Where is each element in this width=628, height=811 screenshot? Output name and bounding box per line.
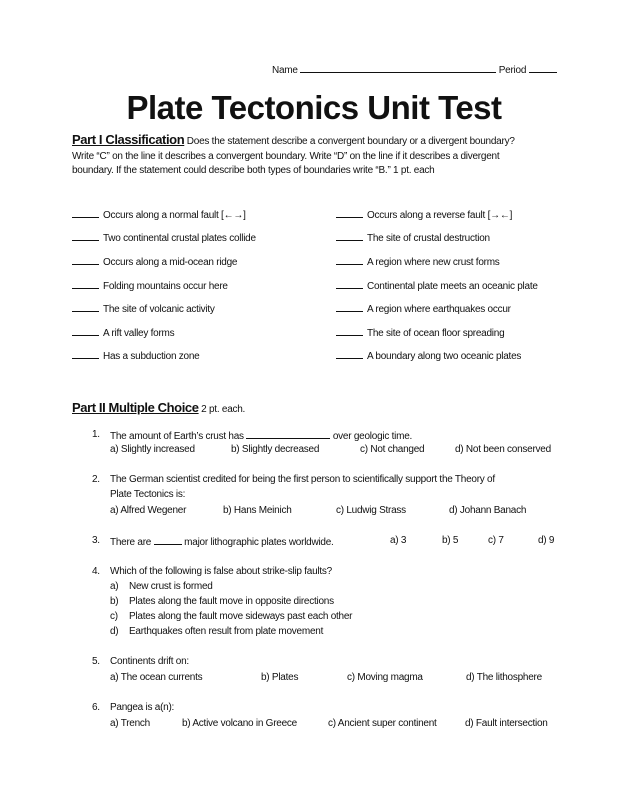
classification-item	[336, 302, 511, 316]
answer-blank[interactable]	[72, 302, 99, 312]
option[interactable]: b) Plates	[261, 672, 299, 683]
question-text: Pangea is a(n):	[110, 702, 175, 713]
answer-blank[interactable]	[336, 208, 363, 218]
page-title: Plate Tectonics Unit Test	[126, 89, 502, 126]
answer-blank[interactable]	[336, 326, 363, 336]
classification-text: The site of volcanic activity	[103, 304, 215, 315]
answer-blank[interactable]	[72, 255, 99, 265]
answer-blank[interactable]	[246, 429, 330, 439]
classification-text: Occurs along a mid-ocean ridge	[103, 257, 238, 268]
option[interactable]: a) 3	[390, 535, 407, 546]
part2-intro	[72, 402, 245, 416]
period-label: Period	[498, 65, 527, 76]
option[interactable]: a) The ocean currents	[110, 672, 203, 683]
option-letter[interactable]: d)	[110, 626, 119, 637]
classification-item	[336, 326, 504, 340]
question-number: 6.	[92, 702, 100, 713]
classification-text: A rift valley forms	[103, 328, 175, 339]
question-text-part: major lithographic plates worldwide.	[184, 537, 334, 548]
question-text	[110, 535, 334, 549]
option[interactable]: d) Fault intersection	[465, 718, 548, 729]
classification-text: The site of crustal destruction	[367, 233, 490, 244]
classification-item	[336, 349, 521, 363]
classification-item	[336, 231, 490, 245]
question-number: 5.	[92, 656, 100, 667]
part2-points: 2 pt. each.	[201, 404, 246, 415]
option[interactable]: d) 9	[538, 535, 555, 546]
classification-text: Has a subduction zone	[103, 351, 200, 362]
option[interactable]: c) Not changed	[360, 444, 425, 455]
question-text-part: over geologic time.	[332, 431, 413, 442]
classification-text: Folding mountains occur here	[103, 281, 228, 292]
classification-item	[72, 326, 174, 340]
classification-item	[72, 208, 246, 222]
option[interactable]: b) Hans Meinich	[223, 505, 292, 516]
question-number: 1.	[92, 429, 100, 440]
question-number: 4.	[92, 566, 100, 577]
part2-heading: Part II Multiple Choice	[72, 400, 199, 415]
question-number: 3.	[92, 535, 100, 546]
answer-blank[interactable]	[72, 326, 99, 336]
classification-item	[336, 255, 500, 269]
answer-blank[interactable]	[154, 535, 182, 545]
question-text-part: There are	[110, 537, 152, 548]
instructions-line: boundary. If the statement could describe both types of boundaries write “B.” 1 pt. each	[72, 165, 435, 176]
question-text: The German scientist credited for being the first person to scientifically support the Theory of	[110, 474, 495, 485]
answer-blank[interactable]	[72, 349, 99, 359]
answer-blank[interactable]	[336, 279, 363, 289]
option[interactable]: d) Johann Banach	[449, 505, 527, 516]
classification-text: The site of ocean floor spreading	[367, 328, 505, 339]
answer-blank[interactable]	[72, 208, 99, 218]
option[interactable]: b) 5	[442, 535, 459, 546]
classification-item	[72, 255, 237, 269]
question-text: Continents drift on:	[110, 656, 189, 667]
option[interactable]: c) Ludwig Strass	[336, 505, 406, 516]
classification-text: Occurs along a normal fault [←→]	[103, 210, 246, 221]
classification-text: Occurs along a reverse fault [→←]	[367, 210, 513, 221]
answer-blank[interactable]	[72, 231, 99, 241]
question-number: 2.	[92, 474, 100, 485]
classification-text: Continental plate meets an oceanic plate	[367, 281, 538, 292]
option[interactable]: a) Alfred Wegener	[110, 505, 187, 516]
option-letter[interactable]: a)	[110, 581, 119, 592]
option[interactable]: Plates along the fault move in opposite directions	[129, 596, 334, 607]
question-text: Plate Tectonics is:	[110, 489, 186, 500]
option[interactable]: c) Moving magma	[347, 672, 423, 683]
part1-intro	[72, 134, 515, 148]
classification-text: A region where earthquakes occur	[367, 304, 511, 315]
option[interactable]: b) Slightly decreased	[231, 444, 320, 455]
instructions-line: Does the statement describe a convergent boundary or a divergent boundary?	[186, 136, 515, 147]
classification-item	[72, 279, 228, 293]
option-letter[interactable]: c)	[110, 611, 118, 622]
option[interactable]: b) Active volcano in Greece	[182, 718, 297, 729]
name-label: Name	[272, 65, 298, 76]
question-text-part: The amount of Earth’s crust has	[110, 431, 244, 442]
answer-blank[interactable]	[336, 302, 363, 312]
answer-blank[interactable]	[72, 279, 99, 289]
classification-text: A region where new crust forms	[367, 257, 500, 268]
classification-item	[72, 349, 199, 363]
instructions-line: Write “C” on the line it describes a convergent boundary. Write “D” on the line if it describes a divergent	[72, 151, 500, 162]
option-letter[interactable]: b)	[110, 596, 119, 607]
classification-item	[72, 231, 256, 245]
classification-text: Two continental crustal plates collide	[103, 233, 256, 244]
option[interactable]: a) Slightly increased	[110, 444, 195, 455]
option[interactable]: New crust is formed	[129, 581, 213, 592]
answer-blank[interactable]	[336, 231, 363, 241]
option[interactable]: d) Not been conserved	[455, 444, 551, 455]
classification-item	[72, 302, 215, 316]
option[interactable]: Earthquakes often result from plate movement	[129, 626, 324, 637]
option[interactable]: d) The lithosphere	[466, 672, 542, 683]
option[interactable]: a) Trench	[110, 718, 150, 729]
classification-text: A boundary along two oceanic plates	[367, 351, 522, 362]
answer-blank[interactable]	[336, 349, 363, 359]
answer-blank[interactable]	[336, 255, 363, 265]
part1-heading: Part I Classification	[72, 132, 185, 147]
classification-item	[336, 208, 512, 222]
question-text: Which of the following is false about strike-slip faults?	[110, 566, 332, 577]
option[interactable]: c) 7	[488, 535, 504, 546]
question-text	[110, 429, 412, 443]
option[interactable]: c) Ancient super continent	[328, 718, 437, 729]
option[interactable]: Plates along the fault move sideways past each other	[129, 611, 353, 622]
name-field[interactable]	[272, 63, 557, 77]
classification-item	[336, 279, 538, 293]
